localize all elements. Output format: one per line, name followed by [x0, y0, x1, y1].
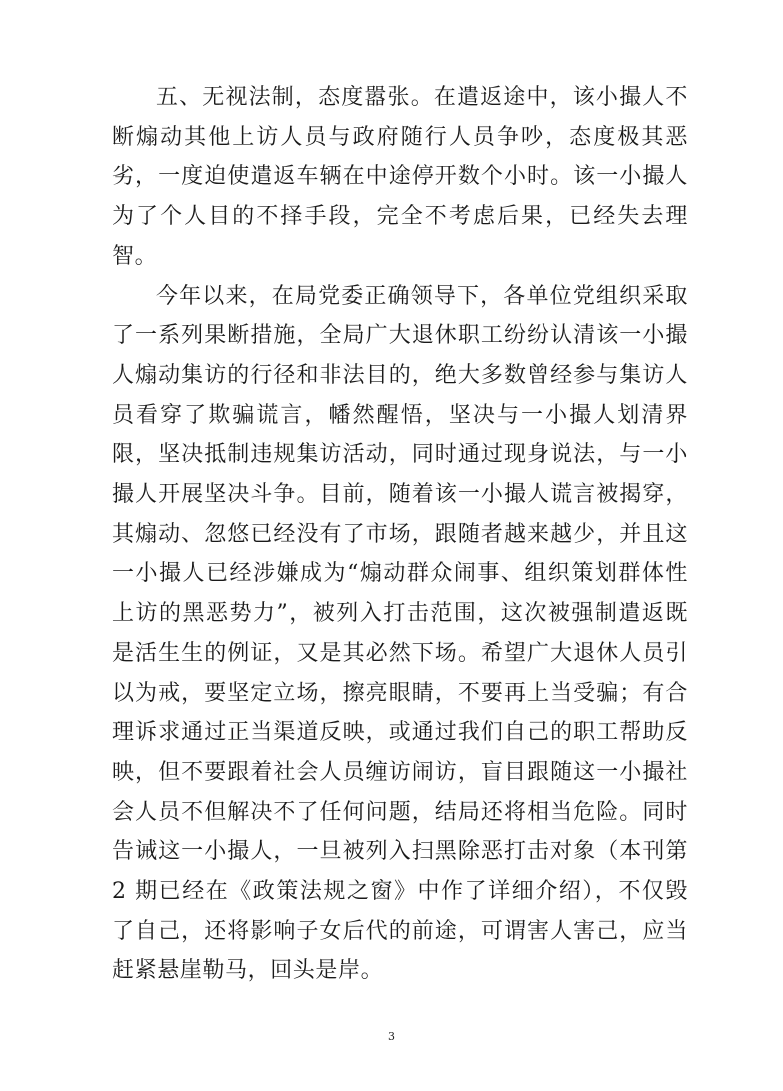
paragraph: 五、无视法制，态度嚣张。在遣返途中，该小撮人不断煽动其他上访人员与政府随行人员争吵，态度极其恶劣，一度迫使遣返车辆在中途停开数个小时。该一小撮人为了个人目的不择手段，完全不考虑后果，已经失去理智。: [112, 85, 688, 269]
page-number: 3: [388, 1030, 395, 1043]
body-text: [112, 78, 688, 991]
paragraph: 今年以来，在局党委正确领导下，各单位党组织采取了一系列果断措施，全局广大退休职工纷纷认清该一小撮人煽动集访的行径和非法目的，绝大多数曾经参与集访人员看穿了欺骗谎言，幡然醒悟，坚决与一小撮人划清界限，坚决抵制违规集访活动，同时通过现身说法，与一小撮人开展坚决斗争。目前，随着该一小撮人谎言被揭穿，其煽动、忽悠已经没有了市场，跟随者越来越少，并且这一小撮人已经涉嫌成为“煽动群众闹事、组织策划群体性上访的黑恶势力”，被列入打击范围，这次被强制遣返既是活生生的例证，又是其必然下场。希望广大退休人员引以为戒，要坚定立场，擦亮眼睛，不要再上当受骗；有合理诉求通过正当渠道反映，或通过我们自己的职工帮助反映，但不要跟着社会人员缠访闹访，盲目跟随这一小撮社会人员不但解决不了任何问题，结局还将相当危险。同时告诫这一小撮人，一旦被列入扫黑除恶打击对象（本刊第 2 期已经在《政策法规之窗》中作了详细介绍），不仅毁了自己，还将影响子女后代的前途，可谓害人害己，应当赶紧悬崖勒马，回头是岸。: [112, 283, 688, 984]
